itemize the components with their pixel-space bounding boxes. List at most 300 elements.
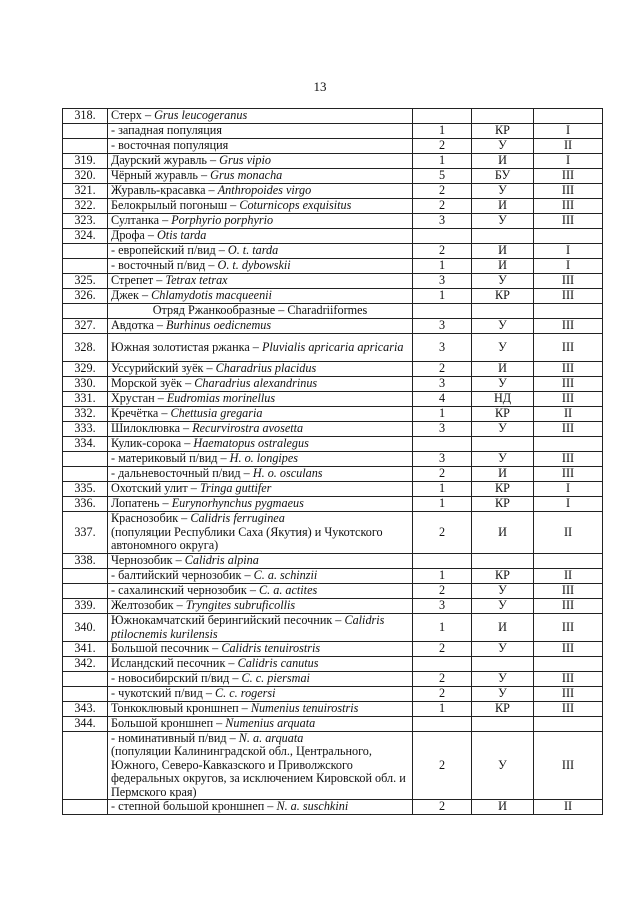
priority-level: I	[534, 244, 603, 259]
latin-name: N. a. suschkini	[276, 799, 349, 814]
russian-name: Исландский песочник –	[111, 656, 238, 671]
rarity-category: 3	[413, 274, 472, 289]
row-number: 340.	[63, 614, 108, 642]
species-name	[108, 259, 413, 274]
population-note: (популяции Республики Саха (Якутия) и Чукотского автономного округа)	[111, 524, 383, 553]
species-name	[108, 319, 413, 334]
russian-name: - новосибирский п/вид –	[111, 671, 242, 686]
table-row	[63, 139, 603, 154]
species-name	[108, 109, 413, 124]
rarity-category	[413, 657, 472, 672]
species-name	[108, 452, 413, 467]
species-name	[108, 437, 413, 452]
russian-name: - европейский п/вид –	[111, 243, 228, 258]
priority-level	[534, 554, 603, 569]
rarity-category: 2	[413, 244, 472, 259]
rarity-category: 4	[413, 392, 472, 407]
russian-name: Джек –	[111, 288, 152, 303]
table-row	[63, 169, 603, 184]
status-code	[472, 109, 534, 124]
latin-name: C. a. actites	[259, 583, 318, 598]
rarity-category: 1	[413, 407, 472, 422]
row-number	[63, 672, 108, 687]
rarity-category: 2	[413, 687, 472, 702]
latin-name: Anthropoides virgo	[217, 183, 312, 198]
latin-name: Grus leucogeranus	[154, 108, 248, 123]
row-number: 324.	[63, 229, 108, 244]
latin-name: H. o. longipes	[229, 451, 299, 466]
species-name	[108, 139, 413, 154]
row-number	[63, 139, 108, 154]
priority-level: III	[534, 289, 603, 304]
latin-name: C. c. rogersi	[215, 686, 276, 701]
row-number: 326.	[63, 289, 108, 304]
table-row	[63, 554, 603, 569]
russian-name: Султанка –	[111, 213, 172, 228]
row-number	[63, 304, 108, 319]
rarity-category: 3	[413, 599, 472, 614]
table-row	[63, 392, 603, 407]
priority-level: III	[534, 642, 603, 657]
priority-level: I	[534, 497, 603, 512]
latin-name: Numenius tenuirostris	[250, 701, 359, 716]
table-row	[63, 452, 603, 467]
table-row	[63, 422, 603, 437]
table-row	[63, 687, 603, 702]
row-number	[63, 124, 108, 139]
row-number	[63, 569, 108, 584]
russian-name: Южная золотистая ржанка –	[111, 339, 262, 354]
russian-name: Тонкоклювый кроншнеп –	[111, 701, 251, 716]
status-code: И	[472, 512, 534, 554]
status-code: У	[472, 687, 534, 702]
table-row	[63, 214, 603, 229]
row-number	[63, 259, 108, 274]
table-row	[63, 467, 603, 482]
latin-name: Tryngites subruficollis	[185, 598, 296, 613]
species-name	[108, 800, 413, 815]
russian-name: Стрепет –	[111, 273, 166, 288]
row-number: 338.	[63, 554, 108, 569]
status-code: БУ	[472, 169, 534, 184]
species-name	[108, 244, 413, 259]
species-name	[108, 124, 413, 139]
species-name	[108, 512, 413, 554]
russian-name: - степной большой кроншнеп –	[111, 799, 277, 814]
table-row	[63, 732, 603, 800]
species-name	[108, 497, 413, 512]
species-name	[108, 229, 413, 244]
priority-level: II	[534, 139, 603, 154]
rarity-category: 2	[413, 584, 472, 599]
rarity-category: 3	[413, 334, 472, 362]
table-row	[63, 407, 603, 422]
rarity-category: 1	[413, 614, 472, 642]
priority-level: III	[534, 452, 603, 467]
species-name	[108, 169, 413, 184]
russian-name: Морской зуёк –	[111, 376, 195, 391]
priority-level	[534, 717, 603, 732]
table-row	[63, 124, 603, 139]
table-row	[63, 244, 603, 259]
row-number: 323.	[63, 214, 108, 229]
table-row	[63, 482, 603, 497]
row-number: 337.	[63, 512, 108, 554]
status-code: И	[472, 154, 534, 169]
status-code: У	[472, 599, 534, 614]
priority-level: III	[534, 334, 603, 362]
rarity-category: 1	[413, 289, 472, 304]
priority-level: III	[534, 732, 603, 800]
row-number: 341.	[63, 642, 108, 657]
row-number	[63, 732, 108, 800]
species-name	[108, 199, 413, 214]
rarity-category: 3	[413, 452, 472, 467]
status-code	[472, 229, 534, 244]
priority-level: II	[534, 569, 603, 584]
priority-level: III	[534, 422, 603, 437]
latin-name: N. a. arquata	[238, 731, 304, 745]
row-number: 342.	[63, 657, 108, 672]
priority-level: III	[534, 169, 603, 184]
table-row	[63, 717, 603, 732]
russian-name: Даурский журавль –	[111, 153, 220, 168]
species-name	[108, 672, 413, 687]
status-code: НД	[472, 392, 534, 407]
priority-level: III	[534, 599, 603, 614]
table-row	[63, 334, 603, 362]
status-code: И	[472, 467, 534, 482]
russian-name: Краснозобик –	[111, 511, 191, 526]
species-name	[108, 407, 413, 422]
table-row	[63, 184, 603, 199]
russian-name: Авдотка –	[111, 318, 167, 333]
row-number	[63, 452, 108, 467]
russian-name: Желтозобик –	[111, 598, 186, 613]
russian-name: Журавль-красавка –	[111, 183, 218, 198]
latin-name: Calidris ferruginea	[190, 511, 285, 526]
row-number: 331.	[63, 392, 108, 407]
table-row	[63, 109, 603, 124]
status-code: И	[472, 259, 534, 274]
status-code: КР	[472, 289, 534, 304]
priority-level: II	[534, 800, 603, 815]
row-number: 336.	[63, 497, 108, 512]
species-name	[108, 467, 413, 482]
rarity-category: 3	[413, 422, 472, 437]
latin-name: Calidris canutus	[237, 656, 319, 671]
status-code: У	[472, 184, 534, 199]
species-name	[108, 184, 413, 199]
priority-level	[534, 109, 603, 124]
priority-level	[534, 304, 603, 319]
latin-name: Haematopus ostralegus	[193, 436, 309, 451]
row-number: 320.	[63, 169, 108, 184]
latin-name: H. o. osculans	[252, 466, 323, 481]
russian-name: Чёрный журавль –	[111, 168, 211, 183]
species-name	[108, 377, 413, 392]
russian-name: - восточный п/вид –	[111, 258, 218, 273]
russian-name: Стерх –	[111, 108, 155, 123]
status-code: У	[472, 139, 534, 154]
russian-name: Дрофа –	[111, 228, 157, 243]
status-code: КР	[472, 702, 534, 717]
priority-level	[534, 229, 603, 244]
row-number: 319.	[63, 154, 108, 169]
status-code: У	[472, 214, 534, 229]
row-number: 335.	[63, 482, 108, 497]
russian-name: Охотский улит –	[111, 481, 200, 496]
rarity-category	[413, 717, 472, 732]
status-code: У	[472, 334, 534, 362]
latin-name: Porphyrio porphyrio	[171, 213, 274, 228]
latin-name: Recurvirostra avosetta	[192, 421, 304, 436]
russian-name: - чукотский п/вид –	[111, 686, 216, 701]
priority-level: II	[534, 407, 603, 422]
latin-name: Otis tarda	[157, 228, 207, 243]
species-name	[108, 214, 413, 229]
priority-level: I	[534, 124, 603, 139]
table-row	[63, 319, 603, 334]
latin-name: Calidris tenuirostris	[221, 641, 321, 656]
table-row	[63, 584, 603, 599]
rarity-category: 5	[413, 169, 472, 184]
rarity-category: 1	[413, 497, 472, 512]
order-row	[63, 304, 603, 319]
priority-level: III	[534, 614, 603, 642]
table-row	[63, 199, 603, 214]
rarity-category: 1	[413, 154, 472, 169]
table-row	[63, 614, 603, 642]
table-row	[63, 800, 603, 815]
priority-level: III	[534, 467, 603, 482]
status-code: У	[472, 422, 534, 437]
status-code: КР	[472, 497, 534, 512]
species-name	[108, 599, 413, 614]
status-code	[472, 717, 534, 732]
status-code: И	[472, 800, 534, 815]
rarity-category: 2	[413, 732, 472, 800]
russian-name: Большой песочник –	[111, 641, 222, 656]
row-number: 334.	[63, 437, 108, 452]
species-name	[108, 687, 413, 702]
priority-level: III	[534, 274, 603, 289]
row-number	[63, 467, 108, 482]
priority-level: III	[534, 672, 603, 687]
species-name	[108, 554, 413, 569]
row-number: 325.	[63, 274, 108, 289]
species-name	[108, 702, 413, 717]
russian-name: Шилоклювка –	[111, 421, 193, 436]
species-name	[108, 614, 413, 642]
latin-name: Tetrax tetrax	[165, 273, 228, 288]
latin-name: Calidris alpina	[184, 553, 259, 568]
priority-level: III	[534, 687, 603, 702]
priority-level: III	[534, 377, 603, 392]
status-code: И	[472, 244, 534, 259]
russian-name: Лопатень –	[111, 496, 172, 511]
status-code	[472, 304, 534, 319]
priority-level: I	[534, 482, 603, 497]
species-name	[108, 422, 413, 437]
latin-name: C. c. piersmai	[241, 671, 310, 686]
russian-name: Белокрылый погоныш –	[111, 198, 240, 213]
row-number: 327.	[63, 319, 108, 334]
status-code: И	[472, 362, 534, 377]
row-number	[63, 687, 108, 702]
status-code: У	[472, 584, 534, 599]
rarity-category	[413, 229, 472, 244]
species-name	[108, 657, 413, 672]
species-name	[108, 154, 413, 169]
rarity-category: 1	[413, 482, 472, 497]
rarity-category: 2	[413, 362, 472, 377]
rarity-category	[413, 109, 472, 124]
table-row	[63, 657, 603, 672]
latin-name: Chettusia gregaria	[170, 406, 263, 421]
priority-level: III	[534, 584, 603, 599]
rarity-category	[413, 554, 472, 569]
species-name	[108, 334, 413, 362]
russian-name: Чернозобик –	[111, 553, 185, 568]
rarity-category: 2	[413, 139, 472, 154]
latin-name: Tringa guttifer	[199, 481, 272, 496]
table-row	[63, 437, 603, 452]
latin-name: Pluvialis apricaria apricaria	[261, 339, 404, 354]
russian-name: - восточная популяция	[111, 138, 229, 153]
status-code: У	[472, 642, 534, 657]
species-name	[108, 274, 413, 289]
latin-name: Chlamydotis macqueenii	[151, 288, 272, 303]
species-name	[108, 732, 413, 800]
russian-name: - западная популяция	[111, 123, 222, 138]
table-row	[63, 274, 603, 289]
russian-name: Кречётка –	[111, 406, 171, 421]
russian-name: - балтийский чернозобик –	[111, 568, 254, 583]
priority-level: I	[534, 259, 603, 274]
priority-level: III	[534, 362, 603, 377]
russian-name: - сахалинский чернозобик –	[111, 583, 259, 598]
species-name	[108, 392, 413, 407]
rarity-category: 2	[413, 672, 472, 687]
priority-level: III	[534, 184, 603, 199]
table-row	[63, 672, 603, 687]
species-table	[62, 108, 603, 815]
latin-name: O. t. tarda	[227, 243, 279, 258]
status-code	[472, 437, 534, 452]
species-name	[108, 569, 413, 584]
species-name	[108, 642, 413, 657]
latin-name: Numenius arquata	[225, 716, 316, 731]
species-name	[108, 717, 413, 732]
rarity-category: 2	[413, 800, 472, 815]
table-row	[63, 642, 603, 657]
priority-level: III	[534, 214, 603, 229]
order-title	[108, 304, 413, 319]
russian-name: - материковый п/вид –	[111, 451, 230, 466]
table-row	[63, 259, 603, 274]
table-row	[63, 599, 603, 614]
status-code: КР	[472, 124, 534, 139]
row-number	[63, 800, 108, 815]
latin-name: Coturnicops exquisitus	[239, 198, 352, 213]
rarity-category: 2	[413, 184, 472, 199]
latin-name: Burhinus oedicnemus	[166, 318, 272, 333]
status-code: У	[472, 319, 534, 334]
table-row	[63, 569, 603, 584]
table-row	[63, 362, 603, 377]
status-code: У	[472, 732, 534, 800]
table-row	[63, 377, 603, 392]
status-code: КР	[472, 407, 534, 422]
priority-level: III	[534, 319, 603, 334]
table-row	[63, 154, 603, 169]
table-row	[63, 229, 603, 244]
russian-name: Большой кроншнеп –	[111, 716, 226, 731]
row-number: 329.	[63, 362, 108, 377]
priority-level: III	[534, 392, 603, 407]
row-number	[63, 584, 108, 599]
latin-name: Eurynorhynchus pygmaeus	[171, 496, 304, 511]
rarity-category: 1	[413, 124, 472, 139]
table-row	[63, 702, 603, 717]
row-number: 321.	[63, 184, 108, 199]
species-name	[108, 362, 413, 377]
table-row	[63, 289, 603, 304]
priority-level: I	[534, 154, 603, 169]
latin-name: Eudromias morinellus	[166, 391, 276, 406]
russian-name: Уссурийский зуёк –	[111, 361, 216, 376]
status-code: У	[472, 672, 534, 687]
row-number: 332.	[63, 407, 108, 422]
rarity-category: 1	[413, 259, 472, 274]
species-name	[108, 584, 413, 599]
rarity-category: 2	[413, 467, 472, 482]
row-number: 322.	[63, 199, 108, 214]
priority-level: III	[534, 199, 603, 214]
priority-level: III	[534, 702, 603, 717]
russian-name: - номинативный п/вид –	[111, 731, 239, 745]
rarity-category	[413, 437, 472, 452]
priority-level: II	[534, 512, 603, 554]
rarity-category: 2	[413, 512, 472, 554]
row-number	[63, 244, 108, 259]
rarity-category	[413, 304, 472, 319]
page-number: 13	[313, 79, 327, 94]
rarity-category: 2	[413, 642, 472, 657]
rarity-category: 3	[413, 377, 472, 392]
species-name	[108, 289, 413, 304]
row-number: 333.	[63, 422, 108, 437]
latin-name: Calidris ptilocnemis kurilensis	[111, 613, 385, 641]
status-code: И	[472, 199, 534, 214]
rarity-category: 2	[413, 199, 472, 214]
russian-name: Кулик-сорока –	[111, 436, 194, 451]
latin-name: O. t. dybowskii	[217, 258, 291, 273]
rarity-category: 1	[413, 569, 472, 584]
status-code: КР	[472, 482, 534, 497]
latin-name: Grus monacha	[210, 168, 283, 183]
status-code: И	[472, 614, 534, 642]
latin-name: C. a. schinzii	[253, 568, 318, 583]
priority-level	[534, 657, 603, 672]
species-name	[108, 482, 413, 497]
row-number: 344.	[63, 717, 108, 732]
rarity-category: 3	[413, 319, 472, 334]
rarity-category: 3	[413, 214, 472, 229]
table-row	[63, 497, 603, 512]
row-number: 330.	[63, 377, 108, 392]
